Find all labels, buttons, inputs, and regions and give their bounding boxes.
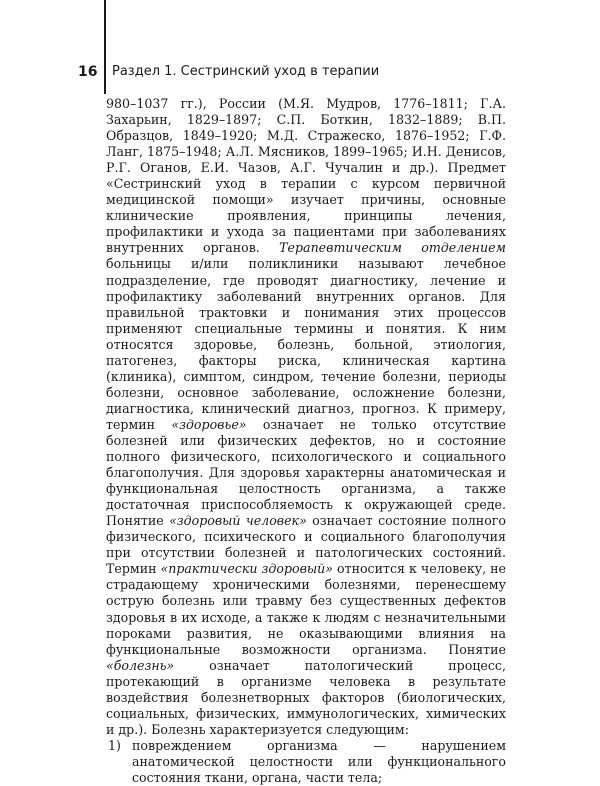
- italic-term-therapeutic-department: Терапевтическим отделением: [279, 240, 506, 256]
- italic-term-healthy-person: «здоровый человек»: [169, 513, 307, 529]
- italic-term-practically-healthy: «практически здоровый»: [160, 561, 333, 577]
- header-vertical-rule: [104, 0, 106, 94]
- text-run: означает состояние полного физического, психического и социального благополучия при отсутствии болезней и патологических состояний. Термин: [106, 513, 506, 577]
- text-run: означает не только отсутствие болезней или физических дефектов, но и состояние полного физического, психологического и социального благополучия. Для здоровья характерны анатомическая и функциональная целостность организма, а также достаточная приспособляемость к окружающей среде. Понятие: [106, 416, 506, 529]
- text-run: больницы и/или поликлиники называют лечебное подразделение, где проводят диагностику, лечение и профилактику заболеваний внутренних органов. Для правильной трактовки и понимания этих процессов применяют специальные термины и понятия. К ним относятся здоровье, болезнь, больной, этиология, патогенез, факторы риска, клиническая картина (клиника), симптом, синдром, течение болезни, периоды болезни, основное заболевание, осложнение болезни, диагностика, клинический диагноз, прогноз. К примеру, термин: [106, 256, 506, 432]
- list-item-number: 1): [108, 737, 121, 753]
- page-number: 16: [78, 64, 98, 80]
- paragraph: [106, 96, 506, 738]
- italic-term-disease: «болезнь»: [106, 657, 175, 673]
- list-item-text: повреждением организма — нарушением анатомической целостности или функционального состояния ткани, органа, части тела;: [132, 737, 506, 785]
- list-item: [106, 738, 506, 786]
- text-run: относится к человеку, не страдающему хроническими болезнями, перенесшему острую болезнь или травму без существенных дефектов здоровья в их исходе, а также к людям с незначительными пороками развития, не оказывающими влияния на функциональные возможности организма. Понятие: [106, 561, 506, 657]
- text-run: 980–1037 гг.), России (М.Я. Мудров, 1776–1811; Г.А. Захарьин, 1829–1897; С.П. Боткин, 1832–1889; В.П. Образцов, 1849–1920; М.Д. Стражеско, 1876–1952; Г.Ф. Ланг, 1875–1948; А.Л. Мясников, 1899–1965; И.Н. Денисов, Р.Г. Оганов, Е.И. Чазов, А.Г. Чучалин и др.). Предмет «Сестринский уход в терапии с курсом первичной медицинской помощи» изучает причины, основные клинические проявления, принципы лечения, профилактики и ухода за пациентами при заболеваниях внутренних органов.: [106, 96, 506, 256]
- italic-term-health: «здоровье»: [171, 416, 247, 432]
- section-title: Раздел 1. Сестринский уход в терапии: [112, 64, 380, 79]
- text-run: означает патологический процесс, протекающий в организме человека в результате воздействия болезнетворных факторов (биологических, социальных, физических, иммунологических, химических и др.). Болезнь характеризуется следующим:: [106, 657, 506, 737]
- body-text: [106, 96, 506, 786]
